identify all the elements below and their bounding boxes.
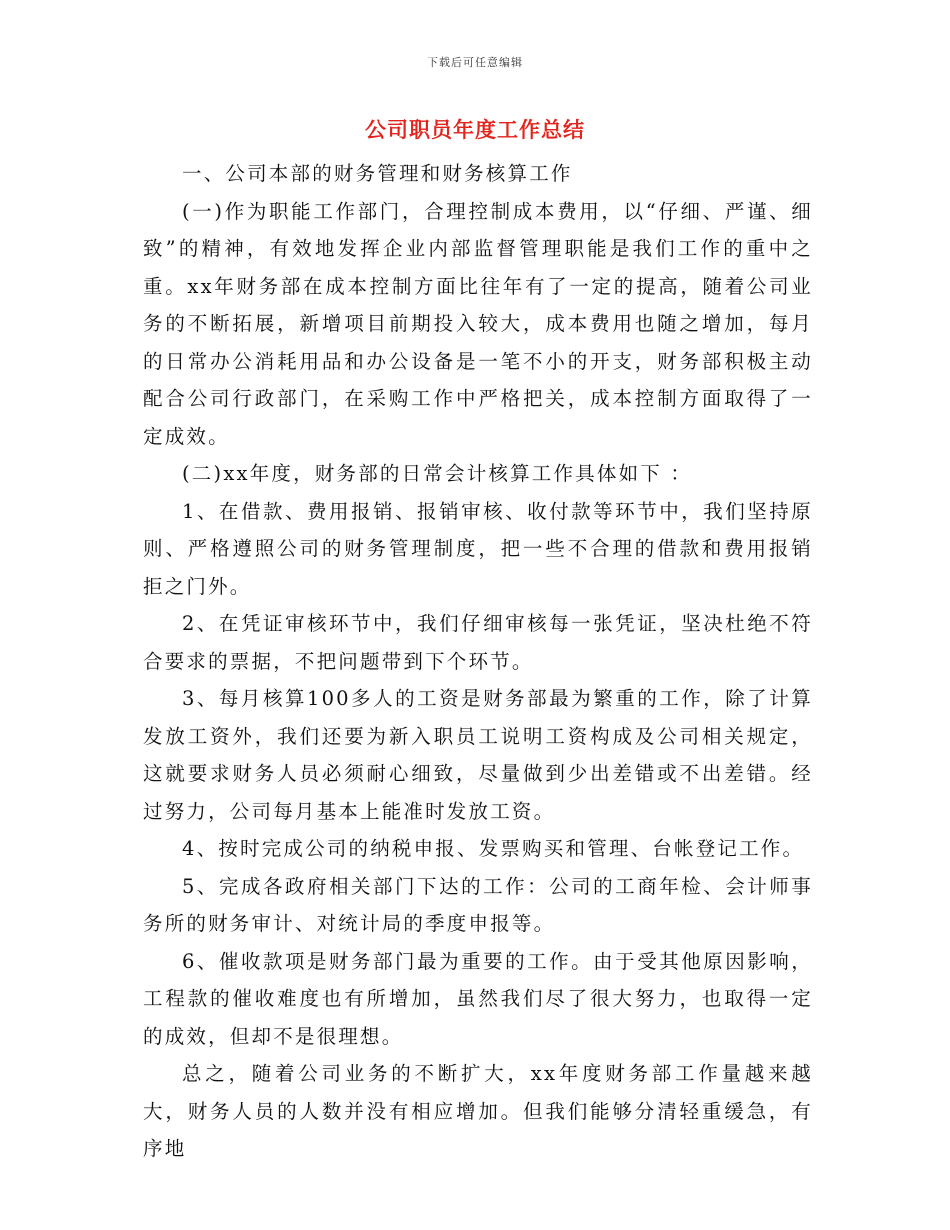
- document-body: [143, 155, 813, 1168]
- paragraph: 2、在凭证审核环节中，我们仔细审核每一张凭证，坚决杜绝不符合要求的票据，不把问题带到下个环节。: [143, 612, 813, 673]
- header-note: 下载后可任意编辑: [427, 56, 523, 69]
- document-title: 公司职员年度工作总结: [365, 118, 585, 142]
- paragraph: 5、完成各政府相关部门下达的工作：公司的工商年检、会计师事务所的财务审计、对统计局的季度申报等。: [143, 874, 813, 935]
- paragraph: 3、每月核算100多人的工资是财务部最为繁重的工作，除了计算发放工资外，我们还要为新入职员工说明工资构成及公司相关规定，这就要求财务人员必须耐心细致，尽量做到少出差错或不出差错。经过努力，公司每月基本上能准时发放工资。: [143, 687, 813, 823]
- section-heading: 一、公司本部的财务管理和财务核算工作: [182, 162, 573, 185]
- paragraph: 4、按时完成公司的纳税申报、发票购买和管理、台帐登记工作。: [182, 837, 805, 860]
- paragraph: 1、在借款、费用报销、报销审核、收付款等环节中，我们坚持原则、严格遵照公司的财务管理制度，把一些不合理的借款和费用报销拒之门外。: [143, 499, 813, 598]
- paragraph: 6、催收款项是财务部门最为重要的工作。由于受其他原因影响，工程款的催收难度也有所增加，虽然我们尽了很大努力，也取得一定的成效，但却不是很理想。: [143, 949, 813, 1048]
- paragraph: (一)作为职能工作部门，合理控制成本费用，以“仔细、严谨、细致”的精神，有效地发挥企业内部监督管理职能是我们工作的重中之重。xx年财务部在成本控制方面比往年有了一定的提高，随着公司业务的不断拓展，新增项目前期投入较大，成本费用也随之增加，每月的日常办公消耗用品和办公设备是一笔不小的开支，财务部积极主动配合公司行政部门，在采购工作中严格把关，成本控制方面取得了一定成效。: [143, 199, 813, 448]
- paragraph: 总之，随着公司业务的不断扩大，xx年度财务部工作量越来越大，财务人员的人数并没有相应增加。但我们能够分清轻重缓急，有序地: [143, 1062, 813, 1160]
- paragraph: (二)xx年度，财务部的日常会计核算工作具体如下 ：: [182, 462, 693, 485]
